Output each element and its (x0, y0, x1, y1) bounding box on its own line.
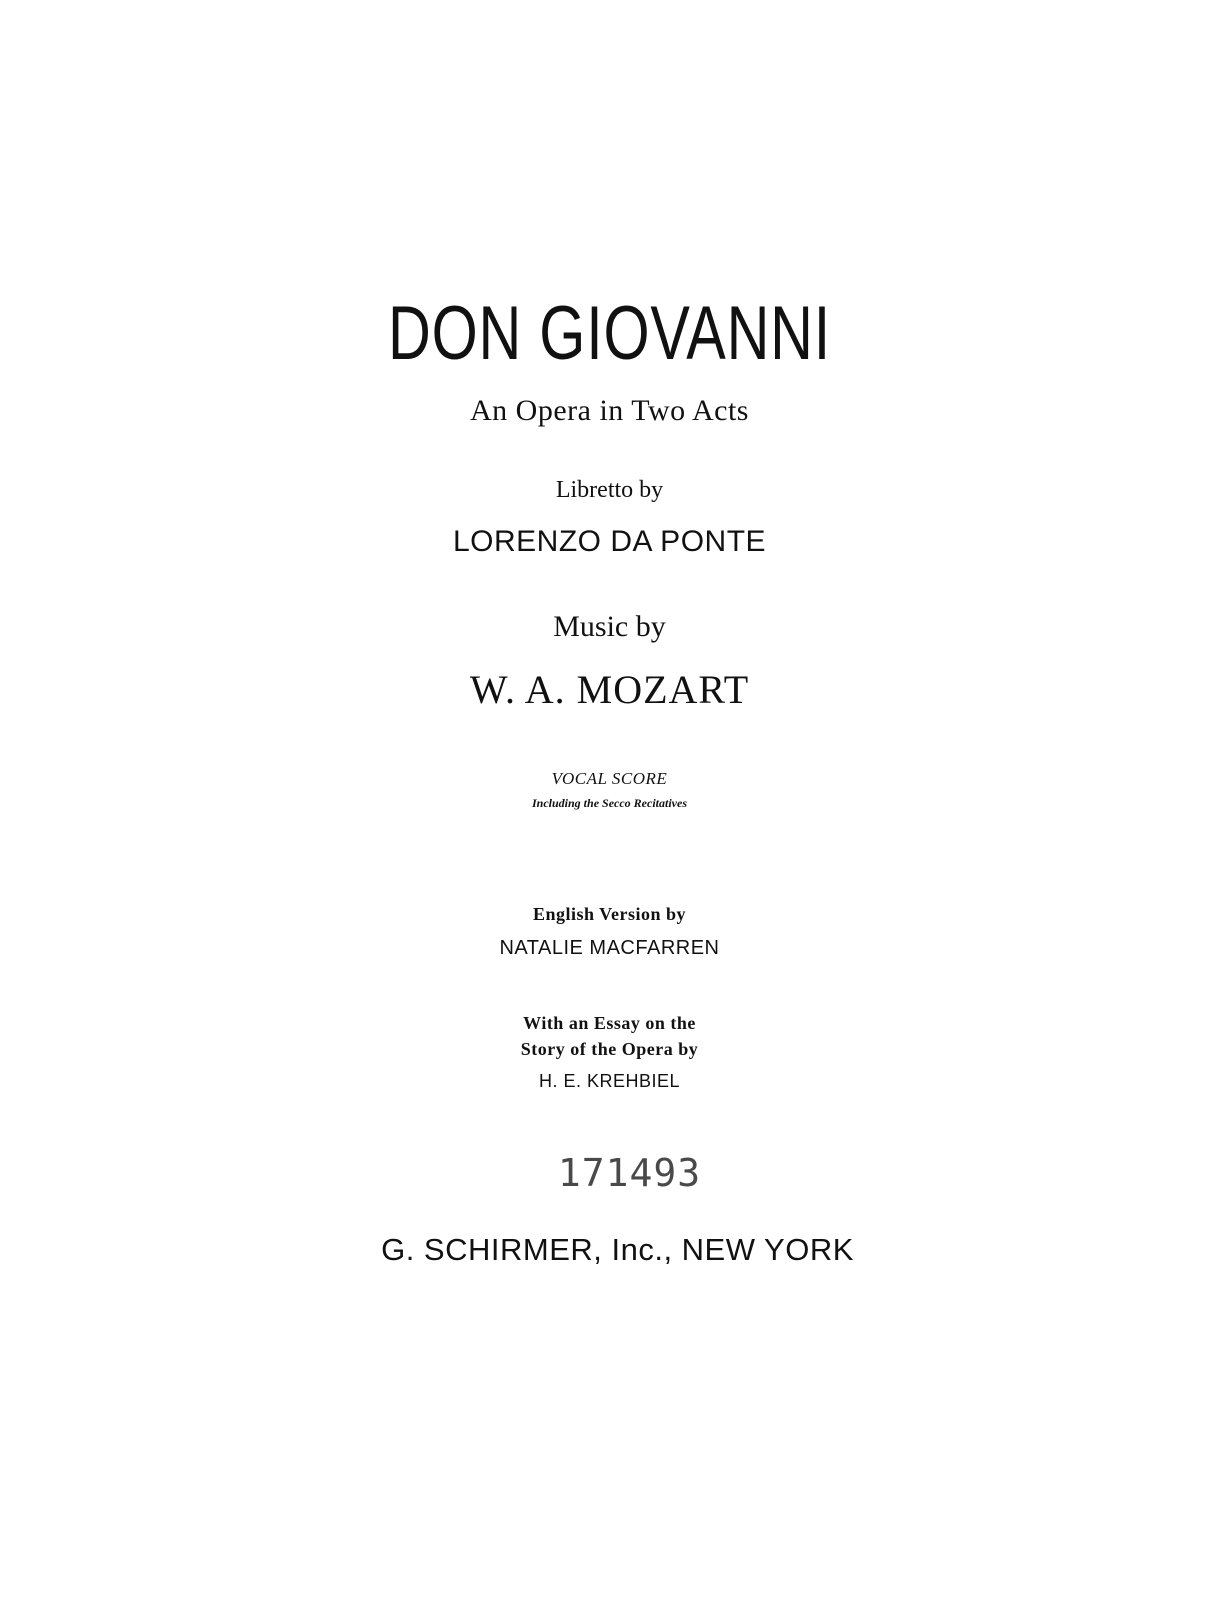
essayist-name: H. E. KREHBIEL (538, 1071, 681, 1091)
publisher-imprint: G. SCHIRMER, Inc., NEW YORK (381, 1232, 854, 1267)
translator-name: NATALIE MACFARREN (499, 937, 720, 959)
opera-subtitle: An Opera in Two Acts (470, 394, 749, 427)
libretto-label: Libretto by (555, 477, 664, 503)
opera-title: DON GIOVANNI (387, 291, 832, 376)
score-note: Including the Secco Recitatives (532, 796, 687, 810)
music-label: Music by (553, 610, 666, 643)
essay-label-line-1: With an Essay on the (523, 1013, 696, 1033)
composer-name: W. A. MOZART (469, 667, 750, 712)
stamped-number: 171493 (557, 1151, 702, 1195)
librettist-name: LORENZO DA PONTE (452, 525, 767, 558)
essay-label-line-2: Story of the Opera by (520, 1039, 699, 1059)
translation-label: English Version by (532, 904, 687, 924)
score-type: VOCAL SCORE (551, 769, 668, 788)
